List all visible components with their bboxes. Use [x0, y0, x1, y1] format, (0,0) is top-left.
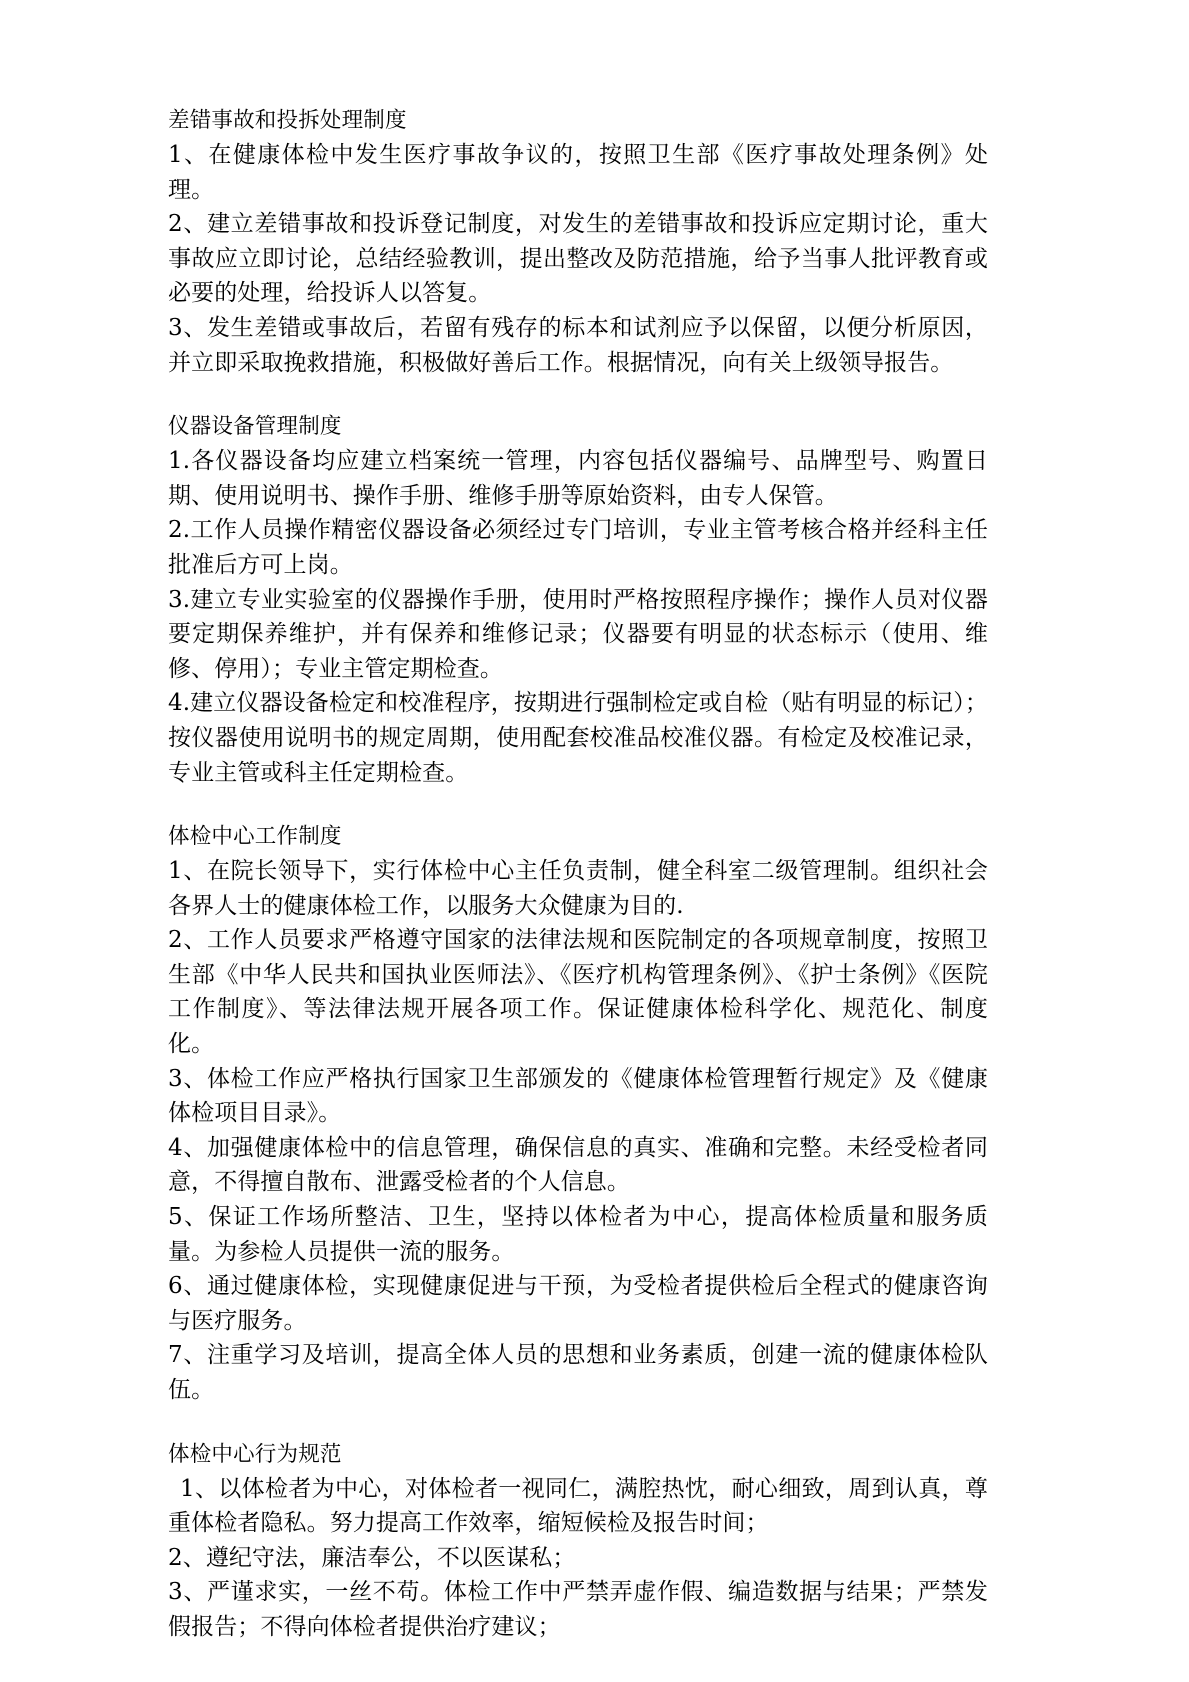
section-paragraph: 4、加强健康体检中的信息管理，确保信息的真实、准确和完整。未经受检者同意，不得擅自散布、泄露受检者的个人信息。 [168, 1134, 988, 1196]
section-physical-examination-center-work-system [168, 820, 988, 1408]
section-paragraph: 1.各仪器设备均应建立档案统一管理，内容包括仪器编号、品牌型号、购置日期、使用说明书、操作手册、维修手册等原始资料，由专人保管。 [168, 448, 988, 509]
section-heading: 体检中心工作制度 [168, 824, 342, 850]
section-paragraph: 5、保证工作场所整洁、卫生，坚持以体检者为中心，提高体检质量和服务质量。为参检人员提供一流的服务。 [168, 1204, 988, 1265]
section-paragraph: 7、注重学习及培训，提高全体人员的思想和业务素质，创建一流的健康体检队伍。 [168, 1342, 988, 1403]
section-paragraph: 3.建立专业实验室的仪器操作手册，使用时严格按照程序操作；操作人员对仪器要定期保养维护，并有保养和维修记录；仪器要有明显的状态标示（使用、维修、停用）；专业主管定期检查。 [168, 586, 988, 682]
section-paragraph: 1、以体检者为中心，对体检者一视同仁，满腔热忱，耐心细致，周到认真，尊重体检者隐私。努力提高工作效率，缩短候检及报告时间； [168, 1475, 988, 1537]
section-paragraph: 3、发生差错或事故后，若留有残存的标本和试剂应予以保留，以便分析原因，并立即采取挽救措施，积极做好善后工作。根据情况，向有关上级领导报告。 [168, 314, 988, 376]
section-paragraph: 2、建立差错事故和投诉登记制度，对发生的差错事故和投诉应定期讨论，重大事故应立即讨论，总结经验教训，提出整改及防范措施，给予当事人批评教育或必要的处理，给投诉人以答复。 [168, 211, 988, 307]
section-physical-examination-center-code-of-conduct [168, 1438, 988, 1645]
section-error-accident-complaint-system [168, 104, 988, 380]
section-paragraph: 6、通过健康体检，实现健康促进与干预，为受检者提供检后全程式的健康咨询与医疗服务。 [168, 1273, 988, 1334]
section-paragraph: 4.建立仪器设备检定和校准程序，按期进行强制检定或自检（贴有明显的标记）；按仪器使用说明书的规定周期，使用配套校准品校准仪器。有检定及校准记录，专业主管或科主任定期检查。 [168, 690, 988, 786]
section-heading: 仪器设备管理制度 [168, 414, 342, 440]
section-paragraph: 2.工作人员操作精密仪器设备必须经过专门培训，专业主管考核合格并经科主任批准后方可上岗。 [168, 517, 988, 578]
section-heading: 差错事故和投拆处理制度 [168, 108, 407, 133]
section-paragraph: 3、严谨求实，一丝不苟。体检工作中严禁弄虚作假、编造数据与结果；严禁发假报告；不得向体检者提供治疗建议； [168, 1579, 988, 1640]
section-paragraph: 1、在院长领导下，实行体检中心主任负责制，健全科室二级管理制。组织社会各界人士的健康体检工作，以服务大众健康为目的. [168, 858, 988, 919]
section-paragraph: 2、工作人员要求严格遵守国家的法律法规和医院制定的各项规章制度，按照卫生部《中华人民共和国执业医师法》、《医疗机构管理条例》、《护士条例》《医院工作制度》、等法律法规开展各项工作。保证健康体检科学化、规范化、制度化。 [168, 927, 988, 1058]
section-paragraph: 1、在健康体检中发生医疗事故争议的，按照卫生部《医疗事故处理条例》处理。 [168, 142, 988, 203]
document-body [168, 104, 988, 1645]
section-paragraph: 2、遵纪守法，廉洁奉公，不以医谋私； [168, 1544, 576, 1571]
section-paragraph: 3、体检工作应严格执行国家卫生部颁发的《健康体检管理暂行规定》及《健康体检项目目录》。 [168, 1065, 988, 1127]
section-heading: 体检中心行为规范 [168, 1441, 342, 1467]
section-instrument-equipment-management-system [168, 410, 988, 790]
